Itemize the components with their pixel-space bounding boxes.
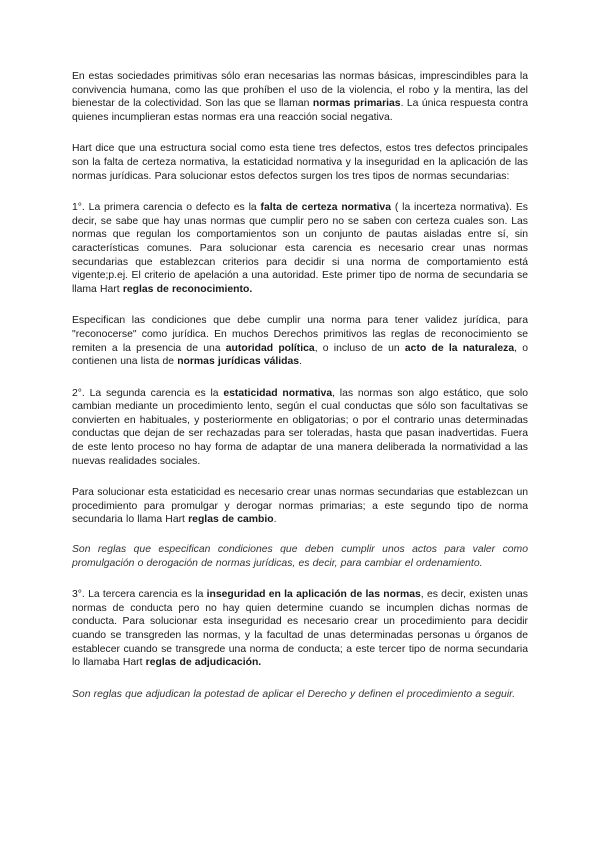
paragraph-first-defect: 1°. La primera carencia o defecto es la falta de certeza normativa ( la incerteza normativa). Es decir, se sabe que hay unas normas que cumplir pero no se saben con certeza cuales son. Las normas que regulan los comportamientos son un conjunto de pautas aisladas entre sí, sin características comunes. Para solucionar esta carencia es necesario crear unas normas secundarias que establezcan criterios para decidir si una norma de comportamiento está vigente;p.ej. El criterio de apelación a una autoridad. Este primer tipo de norma de secundaria se llama Hart reglas de reconocimiento. [72,202,528,295]
term-reglas-de-adjudicacion: reglas de adjudicación. [145,657,262,669]
term-normas-juridicas-validas: normas jurídicas válidas [177,356,300,368]
term-reglas-de-cambio: reglas de cambio [188,514,274,526]
paragraph-primitive-societies: En estas sociedades primitivas sólo eran necesarias las normas básicas, imprescindibles para la convivencia humana, como las que prohíben el uso de la violencia, el robo y la mentira, las del bienestar de la colectividad. Son las que se llaman normas primarias. La única respuesta contra quienes incumplieran estas normas era una reacción social negativa. [72,71,528,123]
paragraph-change-rules: Para solucionar esta estaticidad es necesario crear unas normas secundarias que establezcan un procedimiento para promulgar y derogar normas primarias; a este segundo tipo de norma secundaria lo llama Hart reglas de cambio. [72,487,528,526]
paragraph-hart-defects: Hart dice que una estructura social como esta tiene tres defectos, estos tres defectos principales son la falta de certeza normativa, la estaticidad normativa y la inseguridad en la aplicación de las normas jurídicas. Para solucionar estos defectos surgen los tres tipos de normas secundarias: [72,143,528,182]
term-normas-primarias: normas primarias [312,98,401,110]
term-autoridad-politica: autoridad política [225,342,315,354]
paragraph-adjudication-rules-definition: Son reglas que adjudican la potestad de aplicar el Derecho y definen el procedimiento a seguir. [72,688,516,700]
paragraph-third-defect: 3°. La tercera carencia es la inseguridad en la aplicación de las normas, es decir, existen unas normas de conducta pero no hay quien determine cuando se incumplen dichas normas de conducta. Para solucionar esta inseguridad es necesario crear un procedimiento para decidir cuando se transgreden las normas, y la facultad de unas determinadas personas u órganos de establecer cuando se transgrede una norma de conducta; a este tercer tipo de norma secundaria lo llamaba Hart reglas de adjudicación. [72,589,528,669]
paragraph-recognition-rules: Especifican las condiciones que debe cumplir una norma para tener validez jurídica, para "reconocerse" como jurídica. En muchos Derechos primitivos las reglas de reconocimiento se remiten a la presencia de una autoridad política, o incluso de un acto de la naturaleza, o contienen una lista de normas jurídicas válidas. [72,315,528,368]
term-estaticidad-normativa: estaticidad normativa [223,387,333,399]
term-falta-de-certeza: falta de certeza normativa [260,202,391,214]
paragraph-change-rules-definition: Son reglas que especifican condiciones que deben cumplir unos actos para valer como promulgación o derogación de normas jurídicas, es decir, para cambiar el ordenamiento. [72,544,528,569]
term-acto-de-la-naturaleza: acto de la naturaleza [404,342,515,354]
term-inseguridad-aplicacion: inseguridad en la aplicación de las normas [206,589,421,601]
document-body [72,70,528,719]
paragraph-second-defect: 2°. La segunda carencia es la estaticidad normativa, las normas son algo estático, que solo cambian mediante un procedimiento lento, según el cual conductas que sólo son facultativas se convierten en habituales, y posteriormente en obligatorias; o por el contrario unas determinadas conductas que dejan de ser rechazadas para ser toleradas, hasta que pasan inadvertidas. Fuera de este lento proceso no hay forma de adaptar de una manera deliberada la normatividad a las nuevas realidades sociales. [72,387,528,467]
term-reglas-de-reconocimiento: reglas de reconocimiento. [122,283,253,295]
